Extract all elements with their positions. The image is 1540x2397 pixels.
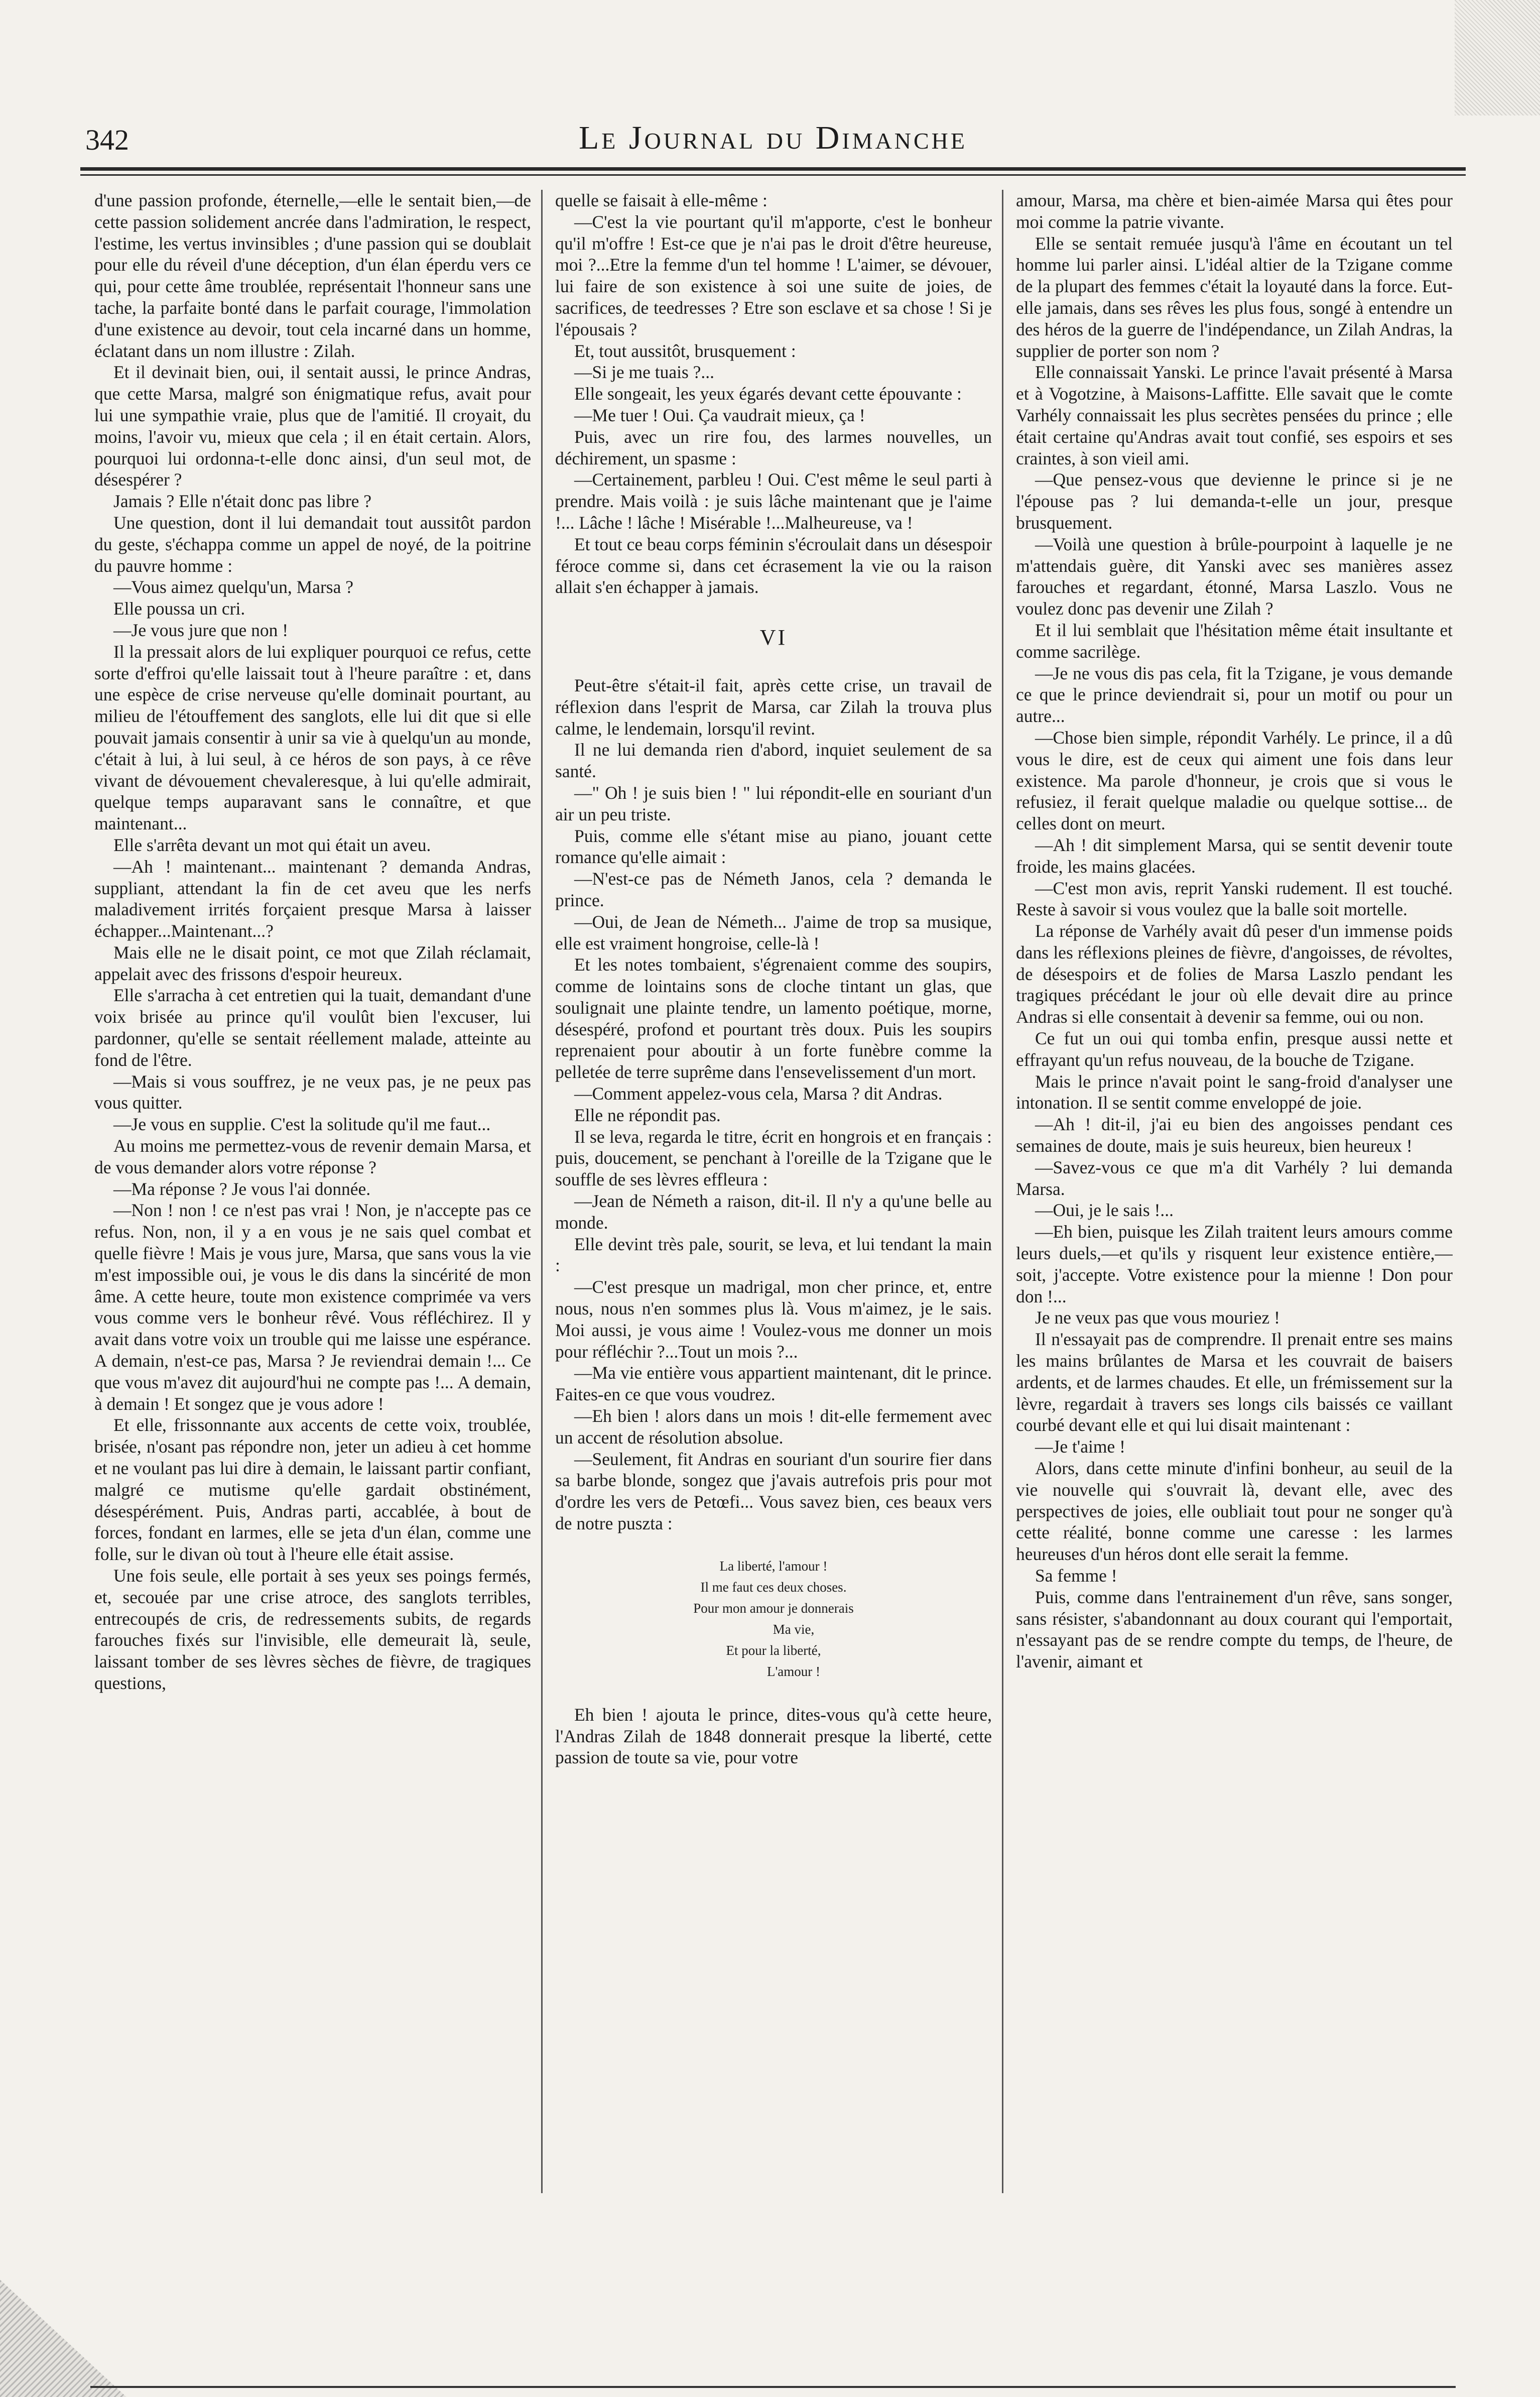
poem-line: Pour mon amour je donnerais: [693, 1600, 854, 1616]
paragraph: Il la pressait alors de lui expliquer pourquoi ce refus, cette sorte d'effroi qu'elle laissait tout à l'heure paraître : et, dans une espèce de crise nerveuse qu'elle dominait pourtant, au milieu de l'étouffement des sanglots, elle lui dit que si elle pouvait jamais consentir à unir sa vie à quelqu'un au monde, c'était à lui, à lui seul, à ce héros de son pays, à ce rêve vivant de dévouement chevaleresque, à lui qu'elle admirait, quelque temps auparavant sans le connaître, et que maintenant...: [94, 641, 531, 834]
paragraph: —Me tuer ! Oui. Ça vaudrait mieux, ça !: [574, 405, 865, 425]
text-column-3: [1016, 190, 1453, 2208]
running-title: Le Journal du Dimanche: [578, 119, 968, 156]
paragraph: Elle songeait, les yeux égarés devant cette épouvante :: [574, 384, 962, 404]
bottom-rule: [90, 2386, 1456, 2388]
paragraph: —Certainement, parbleu ! Oui. C'est même le seul parti à prendre. Mais voilà : je suis lâche maintenant que je l'aime !... Lâche ! lâche ! Misérable !...Malheureuse, va !: [555, 469, 992, 533]
paragraph: —Vous aimez quelqu'un, Marsa ?: [113, 577, 353, 597]
paragraph: —Mais si vous souffrez, je ne veux pas, je ne peux pas vous quitter.: [94, 1071, 531, 1113]
paragraph: —Comment appelez-vous cela, Marsa ? dit Andras.: [574, 1084, 943, 1104]
paragraph: —Je t'aime !: [1035, 1436, 1125, 1457]
paragraph: Elle s'arrêta devant un mot qui était un aveu.: [113, 834, 431, 855]
scan-noise: [1455, 0, 1540, 115]
paragraph: d'une passion profonde, éternelle,—elle le sentait bien,—de cette passion solidement ancrée dans l'admiration, le respect, l'estime, les vertus invinsibles ; d'une passion qui se doublait pour elle du réveil d'une déception, d'un élan éperdu vers ce qui, pour cette âme troublée, représentait l'honneur sans une tache, la parfaite bonté dans le parfait courage, l'immolation d'une existence au devoir, tout cela incarné dans un homme, éclatant dans un nom illustre : Zilah.: [94, 190, 531, 361]
paragraph: —C'est la vie pourtant qu'il m'apporte, c'est le bonheur qu'il m'offre ! Est-ce que je n'ai pas le droit d'être heureuse, moi ?...Etre la femme d'un tel homme ! L'aimer, se dévouer, lui faire de son existence à soi une suite de joies, de sacrifices, de teedresses ? Etre son esclave et sa chose ! Si je l'épousais ?: [555, 211, 992, 339]
paragraph: —Ah ! maintenant... maintenant ? demanda Andras, suppliant, attendant la fin de cet aveu que les nerfs maladivement irrités forçaient presque Marsa à laisser échapper...Maintenant...?: [94, 856, 531, 941]
paragraph: Puis, comme dans l'entrainement d'un rêve, sans songer, sans résister, s'abandonnant au doux courant qui l'emportait, n'essayant pas de se rendre compte du temps, de l'heure, de l'avenir, aimant et: [1016, 1587, 1453, 1672]
chapter-heading: VI: [759, 625, 788, 650]
text-column-1: [94, 190, 531, 2208]
paragraph: —N'est-ce pas de Németh Janos, cela ? demanda le prince.: [555, 869, 992, 910]
paragraph: Elle poussa un cri.: [113, 598, 245, 619]
paragraph: —Voilà une question à brûle-pourpoint à laquelle je ne m'attendais guère, dit Yanski avec ses manières assez farouches et regardant, étonné, Marsa Laszlo. Vous ne voulez donc pas devenir une Zilah ?: [1016, 534, 1453, 619]
poem-line: Il me faut ces deux choses.: [700, 1579, 847, 1595]
paragraph: Puis, avec un rire fou, des larmes nouvelles, un déchirement, un spasme :: [555, 426, 992, 468]
poem-line: Ma vie,: [773, 1621, 815, 1637]
paragraph: —Oui, de Jean de Németh... J'aime de trop sa musique, elle est vraiment hongroise, celle-là !: [555, 911, 992, 953]
paragraph: Et il devinait bien, oui, il sentait aussi, le prince Andras, que cette Marsa, malgré son énigmatique refus, avait pour lui une sympathie vraie, plus que de l'amitié. Il croyait, du moins, l'avoir vu, mieux que cela ; il en était certain. Alors, pourquoi lui ordonna-t-elle donc ainsi, d'un seul mot, de désespérer ?: [94, 362, 531, 490]
paragraph: Elle connaissait Yanski. Le prince l'avait présenté à Marsa et à Vogotzine, à Maisons-Laffitte. Elle savait que le comte Varhély connaissait les plus secrètes pensées du prince ; elle était certaine qu'Andras avait tout confié, ses espoirs et ses craintes, à son vieil ami.: [1016, 362, 1453, 468]
paragraph: Je ne veux pas que vous mouriez !: [1035, 1307, 1280, 1328]
poem: [555, 1555, 992, 1682]
paragraph: Et les notes tombaient, s'égrenaient comme des soupirs, comme de lointains sons de cloche tintant un glas, que soulignait une plainte tendre, un lamento poétique, morne, désespéré, profond et pourtant très doux. Puis les soupirs reprenaient pour aboutir à un forte funèbre comme la pelletée de terre suprême dans l'ensevelissement d'un mort.: [555, 954, 992, 1083]
paragraph: Et tout ce beau corps féminin s'écroulait dans un désespoir féroce comme si, dans cet écrasement la vie ou la raison allait s'en échapper à jamais.: [555, 534, 992, 597]
paragraph: Une question, dont il lui demandait tout aussitôt pardon du geste, s'échappa comme un appel de noyé, de la poitrine du pauvre homme :: [94, 512, 531, 576]
scan-smudge: [0, 2229, 211, 2397]
page-number: 342: [85, 124, 129, 156]
poem-line: La liberté, l'amour !: [719, 1558, 828, 1574]
paragraph: —Seulement, fit Andras en souriant d'un sourire fier dans sa barbe blonde, songez que j'avais autrefois pris pour mot d'ordre les vers de Petœfi... Vous savez bien, ces beaux vers de notre puszta :: [555, 1449, 992, 1534]
paragraph: —Que pensez-vous que devienne le prince si je ne l'épouse pas ? lui demanda-t-elle un jour, presque brusquement.: [1016, 469, 1453, 533]
paragraph: Elle devint très pale, sourit, se leva, et lui tendant la main :: [555, 1234, 992, 1276]
paragraph: Et elle, frissonnante aux accents de cette voix, troublée, brisée, n'osant pas répondre non, jeter un adieu à cet homme et ne voulant pas lui dire à demain, le laissant partir confiant, malgré ce mutisme qu'elle gardait obstinément, désespérément. Puis, Andras parti, accablée, à bout de forces, fondant en larmes, elle se jeta d'un élan, comme une folle, sur le divan où tout à l'heure elle était assise.: [94, 1415, 531, 1565]
paragraph: Elle ne répondit pas.: [574, 1105, 721, 1125]
paragraph: —Je ne vous dis pas cela, fit la Tzigane, je vous demande ce que le prince deviendrait si, pour un motif ou pour un autre...: [1016, 663, 1453, 727]
paragraph: Mais elle ne le disait point, ce mot que Zilah réclamait, appelait avec des frissons d'espoir heureux.: [94, 942, 531, 984]
paragraph: amour, Marsa, ma chère et bien-aimée Marsa qui êtes pour moi comme la patrie vivante.: [1016, 190, 1453, 232]
paragraph: —Ah ! dit-il, j'ai eu bien des angoisses pendant ces semaines de doute, mais je suis heureux, bien heureux !: [1016, 1114, 1453, 1156]
paragraph: Mais le prince n'avait point le sang-froid d'analyser une intonation. Il se sentit comme enveloppé de joie.: [1016, 1071, 1453, 1113]
column-rule: [541, 190, 543, 2193]
page-header: [80, 113, 1466, 163]
paragraph: —Si je me tuais ?...: [574, 362, 715, 383]
paragraph: —Non ! non ! ce n'est pas vrai ! Non, je n'accepte pas ce refus. Non, non, il y a en vous je ne sais quel combat et quelle fièvre ! Mais je vous jure, Marsa, que sans vous la vie m'est impossible oui, je vous le dis dans la sincérité de mon âme. A cette heure, toute mon existence comprimée va vers vous comme vers le bonheur rêvé. Vous réfléchirez. Il y avait dans votre voix un trouble qui me laisse une espérance. A demain, n'est-ce pas, Marsa ? Je reviendrai demain !... Ce que vous m'avez dit aujourd'hui ne compte pas !... A demain, à demain ! Et songez que je vous adore !: [94, 1200, 531, 1414]
paragraph: —Chose bien simple, répondit Varhély. Le prince, il a dû vous le dire, est de ceux qui aiment une fois dans leur existence. Ma parole d'honneur, je crois que si vous le refusiez, il ferait quelque maladie ou quelque sottise... de celles dont on meurt.: [1016, 727, 1453, 834]
paragraph: Il n'essayait pas de comprendre. Il prenait entre ses mains les mains brûlantes de Marsa et les couvrait de baisers ardents, et de larmes chaudes. Et elle, un frémissement sur la lèvre, regardait à travers ses longs cils baissés ce vaillant courbé devant elle et qui lui disait maintenant :: [1016, 1329, 1453, 1435]
poem-line: Et pour la liberté,: [726, 1642, 821, 1658]
poem-line: L'amour !: [766, 1663, 821, 1679]
paragraph: quelle se faisait à elle-même :: [555, 190, 767, 210]
paragraph: Sa femme !: [1035, 1566, 1117, 1586]
paragraph: —C'est presque un madrigal, mon cher prince, et, entre nous, nous n'en sommes plus là. Vous m'aimez, je le sais. Moi aussi, je vous aime ! Voulez-vous me donner un mois pour réfléchir ?...Tout un mois ?...: [555, 1277, 992, 1362]
paragraph: La réponse de Varhély avait dû peser d'un immense poids dans les réflexions pleines de fièvre, d'angoisses, de révoltes, de désespoirs et de folies de Marsa Laszlo pendant les tragiques précédant le jour où elle devait dire au prince Andras si elle consentait à devenir sa femme, oui ou non.: [1016, 921, 1453, 1027]
paragraph: Elle s'arracha à cet entretien qui la tuait, demandant d'une voix brisée au prince qu'il voulût bien l'excuser, lui pardonner, qu'elle se sentait réellement malade, atteinte au fond de l'être.: [94, 985, 531, 1070]
paragraph: Et il lui semblait que l'hésitation même était insultante et comme sacrilège.: [1016, 620, 1453, 662]
paragraph: Au moins me permettez-vous de revenir demain Marsa, et de vous demander alors votre réponse ?: [94, 1136, 531, 1177]
paragraph: Ce fut un oui qui tomba enfin, presque aussi nette et effrayant qu'un refus nouveau, de la bouche de Tzigane.: [1016, 1028, 1453, 1070]
paragraph: —C'est mon avis, reprit Yanski rudement. Il est touché. Reste à savoir si vous voulez que la balle soit mortelle.: [1016, 878, 1453, 920]
text-column-2: [555, 190, 992, 2208]
paragraph: —Je vous jure que non !: [113, 620, 289, 640]
paragraph: Il se leva, regarda le titre, écrit en hongrois et en français : puis, doucement, se penchant à l'oreille de la Tzigane que le souffle de ses lèvres effleura :: [555, 1126, 992, 1190]
paragraph: Jamais ? Elle n'était donc pas libre ?: [113, 491, 372, 512]
paragraph: Puis, comme elle s'étant mise au piano, jouant cette romance qu'elle aimait :: [555, 825, 992, 868]
paragraph: Elle se sentait remuée jusqu'à l'âme en écoutant un tel homme lui parler ainsi. L'idéal altier de la Tzigane comme de la plupart des femmes c'était la loyauté dans la force. Eut-elle jamais, dans ses rêves les plus fous, songé à entendre un des héros de la guerre de l'indépendance, un Zilah Andras, la supplier de porter son nom ?: [1016, 233, 1453, 361]
paragraph: Peut-être s'était-il fait, après cette crise, un travail de réflexion dans l'esprit de Marsa, car Zilah la trouva plus calme, le lendemain, lorsqu'il revint.: [555, 675, 992, 739]
paragraph: Et, tout aussitôt, brusquement :: [574, 340, 796, 361]
paragraph: Alors, dans cette minute d'infini bonheur, au seuil de la vie nouvelle qui s'ouvrait là, devant elle, avec des perspectives de joies, elle oubliait tout pour ne songer qu'à cette réalité, bonne comme une caresse : les larmes heureuses d'un héros dont elle serait la femme.: [1016, 1458, 1453, 1565]
paragraph: Une fois seule, elle portait à ses yeux ses poings fermés, et, secouée par une crise atroce, des sanglots terribles, entrecoupés de cris, de redressements subits, de regards farouches fixés sur l'invisible, elle demeurait là, seule, laissant tomber de ses lèvres sèches de fièvre, de tragiques questions,: [94, 1566, 531, 1693]
paragraph: —Ma vie entière vous appartient maintenant, dit le prince. Faites-en ce que vous voudrez.: [555, 1363, 992, 1405]
paragraph: —Oui, je le sais !...: [1035, 1200, 1174, 1221]
paragraph: —Jean de Németh a raison, dit-il. Il n'y a qu'une belle au monde.: [555, 1191, 992, 1233]
column-rule: [1002, 190, 1003, 2193]
paragraph: —Je vous en supplie. C'est la solitude qu'il me faut...: [113, 1114, 491, 1135]
paragraph: Il ne lui demanda rien d'abord, inquiet seulement de sa santé.: [555, 740, 992, 782]
paragraph: —Savez-vous ce que m'a dit Varhély ? lui demanda Marsa.: [1016, 1157, 1453, 1199]
paragraph: —Ah ! dit simplement Marsa, qui se sentit devenir toute froide, les mains glacées.: [1016, 834, 1453, 877]
paragraph: —Ma réponse ? Je vous l'ai donnée.: [113, 1178, 371, 1199]
paragraph: —Eh bien, puisque les Zilah traitent leurs amours comme leurs duels,—et qu'ils y risquent leur existence entière,—soit, j'accepte. Votre existence pour la mienne ! Don pour don !...: [1016, 1222, 1453, 1306]
paragraph: —Eh bien ! alors dans un mois ! dit-elle fermement avec un accent de résolution absolue.: [555, 1406, 992, 1448]
header-rule-thick: [80, 167, 1466, 171]
paragraph: —" Oh ! je suis bien ! " lui répondit-elle en souriant d'un air un peu triste.: [555, 782, 992, 824]
paragraph: Eh bien ! ajouta le prince, dites-vous qu'à cette heure, l'Andras Zilah de 1848 donnerait presque la liberté, cette passion de toute sa vie, pour votre: [555, 1704, 992, 1768]
header-rule-thin: [80, 174, 1466, 176]
